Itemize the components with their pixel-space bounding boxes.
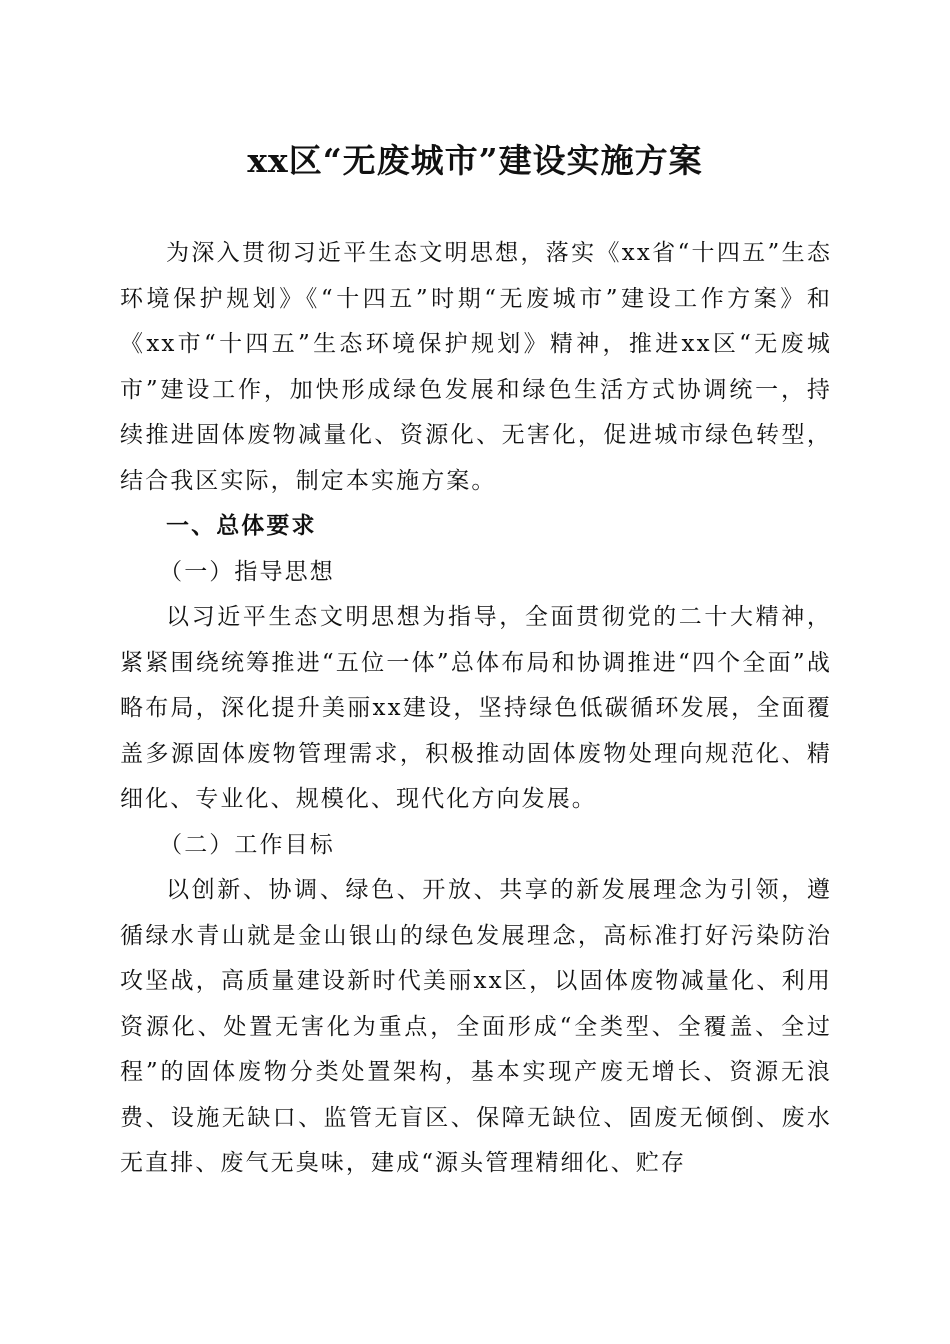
subsection-heading-work-goals: （二）工作目标 bbox=[159, 831, 335, 858]
guiding-ideology-paragraph: 以习近平生态文明思想为指导，全面贯彻党的二十大精神，紧紧围绕统筹推进“五位一体”总体布局和协调推进“四个全面”战略布局，深化提升美丽xx建设，坚持绿色低碳循环发展，全面覆盖多源固体废物管理需求，积极推动固体废物处理向规范化、精细化、专业化、规模化、现代化方向发展。 bbox=[120, 604, 832, 812]
work-goals-paragraph: 以创新、协调、绿色、开放、共享的新发展理念为引领，遵循绿水青山就是金山银山的绿色发展理念，高标准打好污染防治攻坚战，高质量建设新时代美丽xx区，以固体废物减量化、利用资源化、处置无害化为重点，全面形成“全类型、全覆盖、全过程”的固体废物分类处置架构，基本实现产废无增长、资源无浪费、设施无缺口、监管无盲区、保障无缺位、固废无倾倒、废水无直排、废气无臭味，建成“源头管理精细化、贮存 bbox=[120, 877, 832, 1176]
section-heading-general-requirements: 一、总体要求 bbox=[166, 513, 317, 539]
document-body bbox=[120, 231, 832, 1187]
intro-paragraph: 为深入贯彻习近平生态文明思想，落实《xx省“十四五”生态环境保护规划》《“十四五”时期“无废城市”建设工作方案》和《xx市“十四五”生态环境保护规划》精神，推进xx区“无废城市”建设工作，加快形成绿色发展和绿色生活方式协调统一，持续推进固体废物减量化、资源化、无害化，促进城市绿色转型，结合我区实际，制定本实施方案。 bbox=[120, 240, 832, 494]
document-title: xx区“无废城市”建设实施方案 bbox=[247, 141, 703, 180]
subsection-heading-guiding-ideology: （一）指导思想 bbox=[159, 558, 335, 585]
